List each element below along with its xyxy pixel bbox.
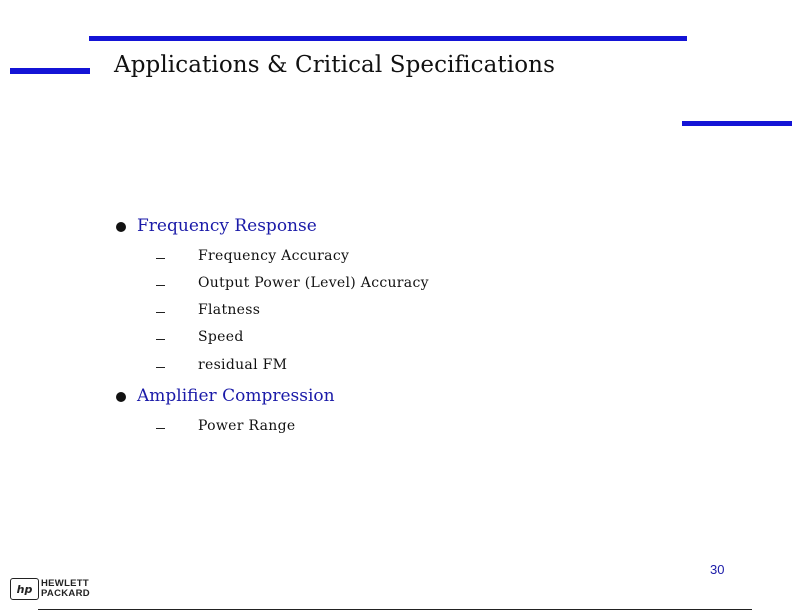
- hp-logo-icon: hp: [10, 578, 39, 600]
- list-item: Power Range: [198, 418, 296, 434]
- dash-icon: [156, 285, 165, 286]
- list-item: Flatness: [198, 302, 261, 318]
- section-heading-frequency-response: Frequency Response: [137, 216, 317, 236]
- bullet-icon: [116, 392, 126, 402]
- dash-icon: [156, 258, 165, 259]
- dash-icon: [156, 312, 165, 313]
- bullet-icon: [116, 222, 126, 232]
- list-item: Frequency Accuracy: [198, 248, 350, 264]
- list-item: residual FM: [198, 357, 288, 373]
- right-accent-bar: [682, 121, 792, 126]
- list-item: Output Power (Level) Accuracy: [198, 275, 429, 291]
- dash-icon: [156, 367, 165, 368]
- list-item: Speed: [198, 329, 244, 345]
- hp-wordmark-line2: PACKARD: [41, 588, 90, 599]
- top-accent-bar: [89, 36, 687, 41]
- page-number: 30: [710, 562, 725, 577]
- hp-wordmark-line1: HEWLETT: [41, 578, 90, 589]
- hp-wordmark: [41, 579, 90, 599]
- left-accent-bar: [10, 68, 90, 74]
- page-title: Applications & Critical Specifications: [114, 52, 555, 78]
- section-heading-amplifier-compression: Amplifier Compression: [137, 386, 335, 406]
- dash-icon: [156, 339, 165, 340]
- footer-divider: [38, 609, 752, 610]
- dash-icon: [156, 428, 165, 429]
